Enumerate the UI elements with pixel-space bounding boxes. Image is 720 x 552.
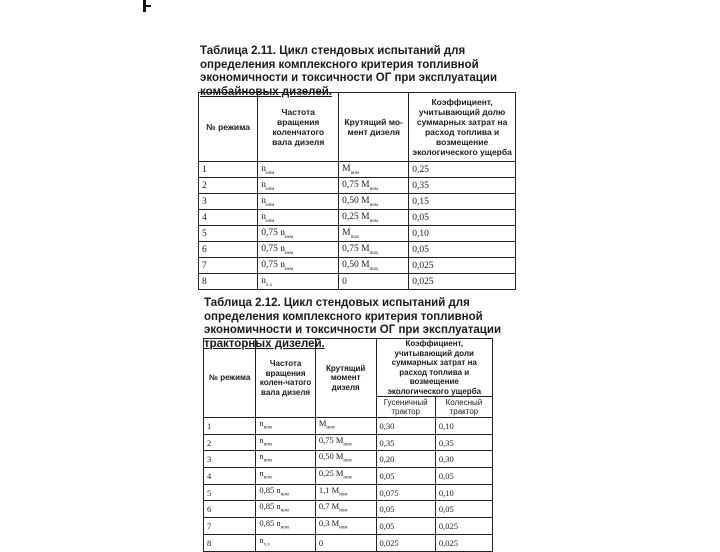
table2-torque-value: 0 [318,537,324,548]
table1-cell-speed [258,274,339,290]
table2-caption-underlined: тракторных дизелей. [204,337,325,350]
table1-torque-subscript: ном [369,218,378,224]
table1-torque-value: 0,75 M [342,243,370,254]
table2-speed-subscript: ном [280,525,289,531]
table1-cell-coef: 0,05 [409,210,516,226]
table1-cell-mode: 3 [199,194,258,210]
table2-cell-tracked: 0,20 [376,451,435,468]
table2-cell-wheeled: 0,025 [435,534,492,551]
table1-torque-value: 0,50 M [342,259,370,270]
table2-speed-value: 0,85 n [259,484,281,495]
table2-cell-speed [256,418,315,435]
table2 [203,338,493,552]
table1-cell-torque [339,242,409,258]
table1-speed-value: 0,75 n [261,227,286,238]
table2-cell-mode: 5 [204,484,256,501]
table2-cell-mode: 7 [204,518,256,535]
table1-cell-coef: 0,25 [409,162,516,178]
table1-cell-mode: 6 [199,242,258,258]
table1-torque-value: 0,50 M [342,195,370,206]
table2-cell-speed [256,518,315,535]
table2-cell-speed [256,501,315,518]
table2-speed-value: n [259,434,264,445]
table2-speed-value: n [259,468,264,479]
table2-row [204,434,493,451]
table1-speed-value: n [261,195,267,206]
scan-edge-mark [143,0,146,12]
table2-cell-mode: 4 [204,468,256,485]
table1-body [199,162,516,290]
table1-cell-mode: 8 [199,274,258,290]
table1-speed-subscript: х.х [266,282,273,288]
table2-speed-subscript: х.х [263,542,270,548]
table2-speed-value: n [259,418,264,428]
table2-cell-mode: 6 [204,501,256,518]
table2-row [204,484,493,501]
table1-cell-speed [258,178,339,194]
table1-cell-coef: 0,15 [409,194,516,210]
table2-cell-tracked: 0,025 [376,534,435,551]
table1-header-torque: Крутящий мо-мент дизеля [339,93,409,162]
table1-cell-torque [339,194,409,210]
table2-cell-tracked: 0,05 [376,468,435,485]
table2-torque-subscript: ном [339,509,348,515]
table1-row [199,226,516,242]
table2-torque-subscript: ном [326,425,335,431]
table2-torque-value: 0,50 M [318,451,344,462]
table2-cell-tracked: 0,05 [376,501,435,518]
table1-cell-speed [258,258,339,274]
table2-cell-torque [315,451,376,468]
table2-cell-tracked: 0,30 [376,418,435,435]
table2-torque-subscript: ном [339,492,348,498]
table1-cell-torque [339,274,409,290]
table1-row [199,258,516,274]
table2-header-speed: Частота вращения колен-чатого вала дизеля [256,339,315,418]
table2-speed-value: 0,85 n [259,501,281,512]
table1-speed-subscript: ном [266,202,275,208]
table2-header-wheeled: Колесный трактор [435,397,492,418]
table1-cell-speed [258,210,339,226]
table2-speed-value: 0,85 n [259,518,281,529]
table2-cell-wheeled: 0,10 [435,418,492,435]
table1-cell-coef: 0,05 [409,242,516,258]
table1-cell-mode: 2 [199,178,258,194]
table1-torque-subscript: max [350,234,360,240]
table1-speed-subscript: ном [266,218,275,224]
table1-cell-mode: 7 [199,258,258,274]
table1-speed-value: n [261,211,267,222]
table1-row [199,162,516,178]
table1-header-row [199,93,516,162]
table1-cell-coef: 0,025 [409,258,516,274]
table1-cell-coef: 0,35 [409,178,516,194]
table2-header-row [204,339,493,397]
table2-header-tracked: Гусеничный трактор [376,397,435,418]
table1-cell-torque [339,258,409,274]
table2-torque-subscript: ном [339,525,348,531]
table1-torque-value: 0 [342,276,347,287]
table1-cell-speed [258,226,339,242]
table2-torque-value: 0,3 M [318,518,340,529]
table2-header-mode: № режима [204,339,256,418]
table1-cell-speed [258,162,339,178]
table2-cell-torque [315,468,376,485]
table1-torque-subscript: ном [350,170,359,176]
table2-torque-value: 0,25 M [318,468,344,479]
table2-torque-value: M [318,418,327,428]
table1-row [199,178,516,194]
table1-caption-text: Таблица 2.11. Цикл стендовых испытаний для определения комплексного критерия топливной экономичности и токсичности ОГ при эксплуатации [200,45,498,84]
table1-cell-torque [339,178,409,194]
table2-cell-torque [315,501,376,518]
table1-speed-subscript: ном [285,250,294,256]
table2-cell-speed [256,534,315,551]
table1-cell-coef: 0,025 [409,274,516,290]
table1-speed-subscript: ном [266,170,275,176]
table2-cell-mode: 1 [204,418,256,435]
table1-header-coef: Коэффициент, учитывающий долю суммарных затрат на расход топлива и возмещение экологического ущерба [409,93,516,162]
table1-header-mode: № режима [199,93,258,162]
table2-cell-wheeled: 0,025 [435,518,492,535]
table2-speed-subscript: ном [280,509,289,515]
table1-row [199,242,516,258]
table2-cell-mode: 8 [204,534,256,551]
table2-speed-subscript: ном [263,425,272,431]
table1-cell-torque [339,226,409,242]
table2-cell-torque [315,418,376,435]
table2-torque-value: 0,7 M [318,501,340,512]
table2-row [204,418,493,435]
table2-cell-wheeled: 0,05 [435,501,492,518]
table2-speed-subscript: ном [263,442,272,448]
table2-body [204,418,493,552]
table1 [198,92,516,290]
table2-cell-torque [315,534,376,551]
table1-row [199,210,516,226]
table1-speed-value: 0,75 n [261,259,286,270]
table2-header-coef: Коэффициент, учитывающий доли суммарных затрат на расход топлива и возмещение экологического ущерба [376,339,492,397]
table1-row [199,274,516,290]
table1-cell-mode: 4 [199,210,258,226]
table1-speed-value: n [261,275,267,286]
table2-header-torque: Крутящий момент дизеля [315,339,376,418]
table2-cell-wheeled: 0,30 [435,451,492,468]
table1-caption [200,45,500,99]
table2-cell-wheeled: 0,35 [435,434,492,451]
table2-row [204,501,493,518]
table2-caption-text: Таблица 2.12. Цикл стендовых испытаний для определения комплексного критерия топливной экономичности и токсичности ОГ при эксплуатации [204,297,502,336]
table1-cell-coef: 0,10 [409,226,516,242]
table1-cell-mode: 1 [199,162,258,178]
table1-torque-subscript: ном [369,186,378,192]
table1-row [199,194,516,210]
table2-torque-subscript: ном [343,442,352,448]
table2-speed-subscript: ном [263,475,272,481]
table1-caption-underlined: комбайновых дизелей. [200,85,332,98]
table1-speed-value: n [261,179,267,190]
table2-cell-tracked: 0,05 [376,518,435,535]
table2-speed-value: n [259,534,264,545]
table2-cell-speed [256,434,315,451]
table1-cell-torque [339,210,409,226]
table2-cell-mode: 3 [204,451,256,468]
table2-torque-value: 0,75 M [318,434,344,445]
table2-row [204,534,493,551]
table2-row [204,451,493,468]
table1-header-speed: Частота вращения коленчатого вала дизеля [258,93,339,162]
table1-cell-mode: 5 [199,226,258,242]
table1-speed-value: 0,75 n [261,243,286,254]
table2-torque-subscript: ном [343,475,352,481]
table1-torque-subscript: ном [369,202,378,208]
table1-torque-value: M [342,163,351,174]
table2-cell-torque [315,484,376,501]
table2-cell-speed [256,484,315,501]
table2-cell-speed [256,451,315,468]
table2-cell-mode: 2 [204,434,256,451]
table2-row [204,468,493,485]
table1-cell-torque [339,162,409,178]
table1-torque-value: 0,25 M [342,211,370,222]
table2-torque-value: 1,1 M [318,484,340,495]
table1-torque-value: 0,75 M [342,179,370,190]
table2-row [204,518,493,535]
table2-speed-value: n [259,451,264,462]
table2-cell-wheeled: 0,05 [435,468,492,485]
table1-torque-subscript: max [369,250,379,256]
table2-cell-speed [256,468,315,485]
table1-torque-value: M [342,227,351,238]
table1-cell-speed [258,194,339,210]
table2-speed-subscript: ном [263,459,272,465]
table1-cell-speed [258,242,339,258]
table2-cell-torque [315,518,376,535]
table1-torque-subscript: max [369,266,379,272]
table1-speed-subscript: ном [266,186,275,192]
table2-cell-torque [315,434,376,451]
table1-speed-subscript: ном [285,234,294,240]
table1-speed-subscript: ном [285,266,294,272]
table2-speed-subscript: ном [280,492,289,498]
table2-cell-tracked: 0,35 [376,434,435,451]
table2-cell-wheeled: 0,10 [435,484,492,501]
table2-torque-subscript: ном [343,459,352,465]
table2-cell-tracked: 0,075 [376,484,435,501]
table1-speed-value: n [261,163,267,174]
